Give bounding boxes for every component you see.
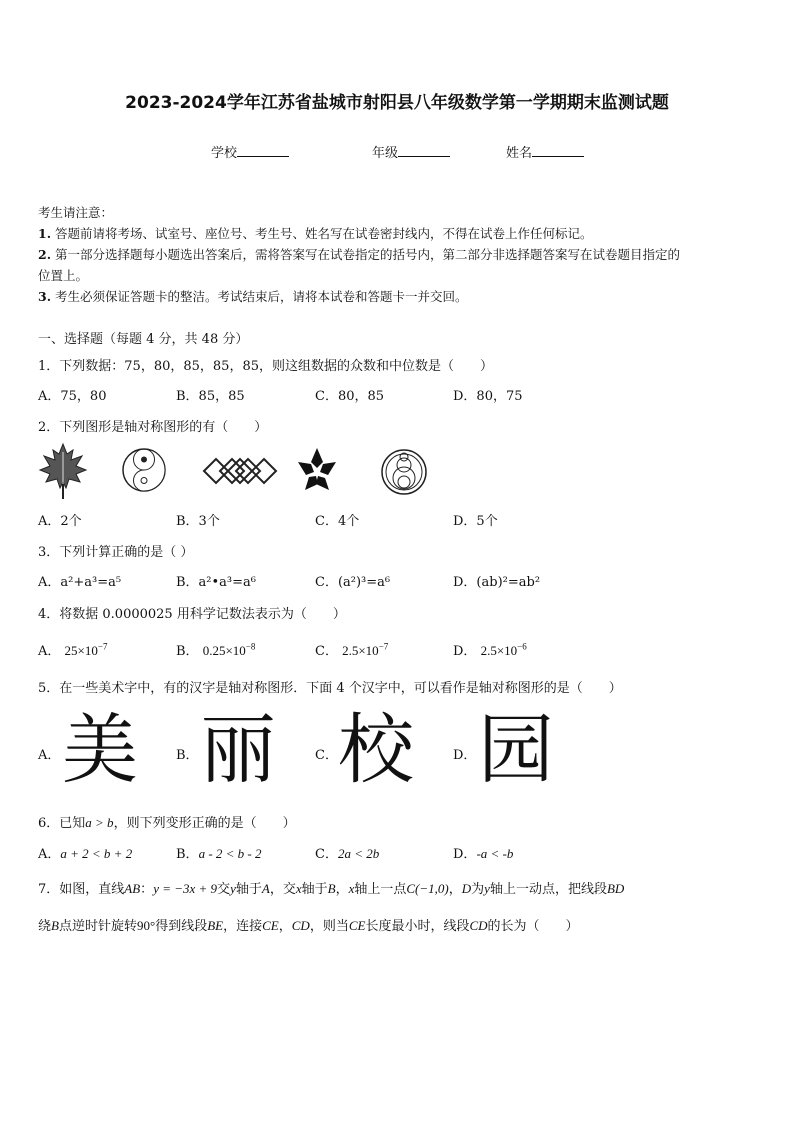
name-field xyxy=(506,142,584,161)
q4-option-c: C． $2.5\times 10^{-7}$ xyxy=(315,641,389,659)
notice-item: 3. 考生必须保证答题卡的整洁。考试结束后，请将本试卷和答题卡一并交回。 xyxy=(38,289,468,304)
school-field xyxy=(211,142,289,161)
q3-option-c: C．(a²)³=a⁶ xyxy=(315,575,391,590)
q1-option-d: D．80，75 xyxy=(453,389,523,404)
question-3-stem: 3．下列计算正确的是（ ） xyxy=(38,545,194,560)
q6-option-a: A．a + 2 < b + 2 xyxy=(38,846,133,862)
q1-option-a: A．75，80 xyxy=(38,389,107,404)
school-label: 学校 xyxy=(211,146,238,161)
question-6-stem: 6．已知a > b，则下列变形正确的是（ ） xyxy=(38,815,296,831)
q5-char-b: 丽 xyxy=(200,705,276,794)
grade-label: 年级 xyxy=(372,146,399,161)
notice-heading: 考生请注意： xyxy=(38,205,114,220)
question-4-stem: 4．将数据 0.0000025 用科学记数法表示为（ ） xyxy=(38,607,346,622)
q6-option-d: D．-a < -b xyxy=(453,846,514,862)
question-7-line-1: 7．如图，直线AB：y = −3x + 9交y轴于A，交x轴于B，x轴上一点C(−1,0)，D为y轴上一动点，把线段BD xyxy=(38,881,625,897)
q5-option-d-label: D． xyxy=(453,748,477,763)
knot-pattern-icon xyxy=(200,442,280,500)
maple-leaf-icon xyxy=(38,442,88,500)
q1-option-c: C．80，85 xyxy=(315,389,385,404)
q3-option-b: B．a²•a³=a⁶ xyxy=(176,575,256,590)
q2-option-d: D．5个 xyxy=(453,514,498,529)
q4-option-b: B． $0.25\times 10^{-8}$ xyxy=(176,641,256,659)
notice-item: 位置上。 xyxy=(38,268,89,283)
q5-option-b-label: B． xyxy=(176,748,199,763)
name-label: 姓名 xyxy=(506,146,533,161)
question-5-stem: 5．在一些美术字中，有的汉字是轴对称图形．下面 4 个汉字中，可以看作是轴对称图形的是（ ） xyxy=(38,681,622,696)
q6-option-b: B．a - 2 < b - 2 xyxy=(176,846,262,862)
nested-circles-icon xyxy=(380,442,428,500)
q1-option-b: B．85，85 xyxy=(176,389,245,404)
page-title: 2023-2024学年江苏省盐城市射阳县八年级数学第一学期期末监测试题 xyxy=(125,93,669,113)
question-7-line-2: 绕B点逆时针旋转90°得到线段BE，连接CE，CD，则当CE长度最小时，线段CD的长为（ ） xyxy=(38,918,579,934)
question-1-stem: 1．下列数据：75，80，85，85，85，则这组数据的众数和中位数是（ ） xyxy=(38,359,493,374)
q2-option-c: C．4个 xyxy=(315,514,360,529)
q3-option-d: D．(ab)²=ab² xyxy=(453,575,541,590)
q4-option-a: A． $25\times 10^{-7}$ xyxy=(38,641,108,659)
q4-option-d: D． $2.5\times 10^{-6}$ xyxy=(453,641,527,659)
section-heading: 一、选择题（每题 4 分，共 48 分） xyxy=(38,332,249,347)
q5-char-c: 校 xyxy=(338,705,414,794)
question-2-stem: 2．下列图形是轴对称图形的有（ ） xyxy=(38,420,268,435)
q2-option-a: A．2个 xyxy=(38,514,82,529)
q5-option-c-label: C． xyxy=(315,748,338,763)
notice-item: 2. 第一部分选择题每小题选出答案后，需将答案写在试卷指定的括号内，第二部分非选择题答案写在试卷题目指定的 xyxy=(38,247,681,262)
grade-field xyxy=(372,142,450,161)
q3-option-a: A．a²+a³=a⁵ xyxy=(38,575,122,590)
q2-option-b: B．3个 xyxy=(176,514,220,529)
q5-option-a-label: A． xyxy=(38,748,61,763)
star-pentagon-icon xyxy=(292,442,342,500)
q6-option-c: C．2a < 2b xyxy=(315,846,380,862)
yin-yang-icon xyxy=(119,442,169,500)
notice-item: 1. 答题前请将考场、试室号、座位号、考生号、姓名写在试卷密封线内，不得在试卷上作任何标记。 xyxy=(38,226,593,241)
q5-char-a: 美 xyxy=(62,705,138,794)
q5-char-d: 园 xyxy=(478,705,554,794)
